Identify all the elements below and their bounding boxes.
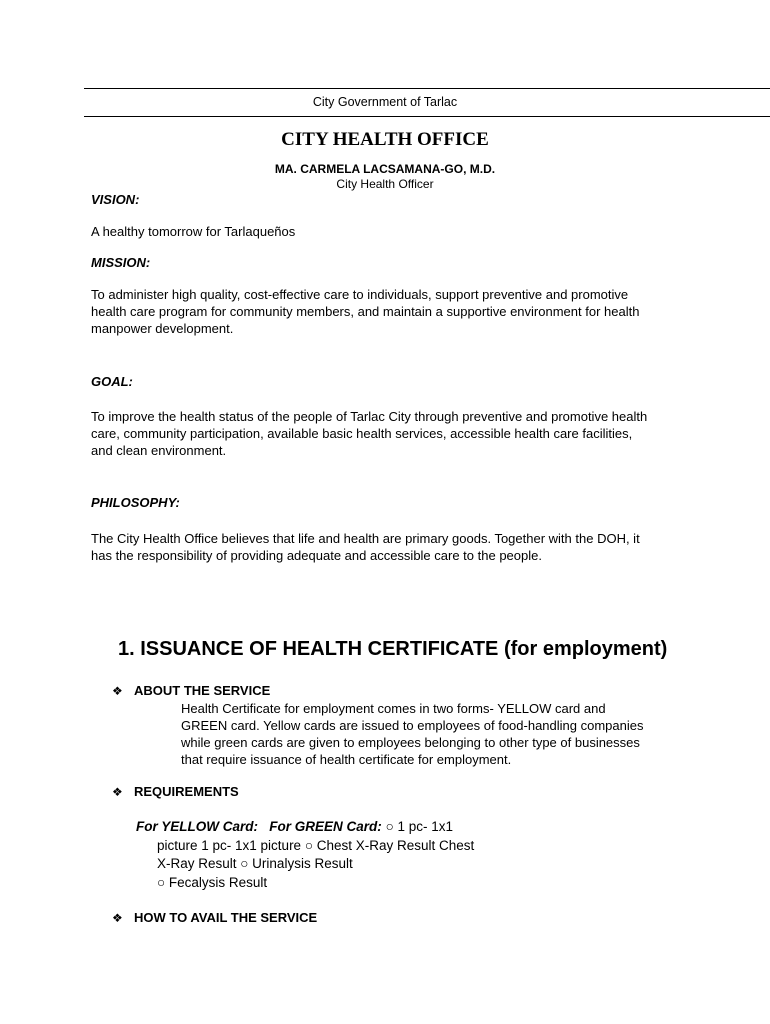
about-text	[181, 700, 701, 768]
mission-label: MISSION:	[91, 255, 151, 270]
philosophy-label: PHILOSOPHY:	[91, 495, 180, 510]
philosophy-text	[91, 530, 691, 564]
requirements-label: REQUIREMENTS	[134, 784, 239, 799]
diamond-bullet-icon: ❖	[112, 911, 123, 925]
requirements-heading	[112, 784, 239, 799]
about-line: GREEN card. Yellow cards are issued to employees of food-handling companies	[181, 718, 644, 733]
goal-line: To improve the health status of the people of Tarlac City through preventive and promotive health	[91, 409, 648, 424]
philosophy-line: has the responsibility of providing adequate and accessible care to the people.	[91, 548, 542, 563]
green-card-label: For GREEN Card:	[269, 819, 382, 834]
requirements-line-1-rest: ○ 1 pc- 1x1	[385, 819, 453, 834]
goal-line: care, community participation, available basic health services, accessible health care facilities,	[91, 426, 633, 441]
about-line: that require issuance of health certificate for employment.	[181, 752, 512, 767]
about-label: ABOUT THE SERVICE	[134, 683, 271, 698]
how-to-label: HOW TO AVAIL THE SERVICE	[134, 910, 318, 925]
office-title: CITY HEALTH OFFICE	[281, 129, 489, 150]
requirements-line-3: X-Ray Result ○ Urinalysis Result	[157, 856, 353, 871]
requirements-line-1	[136, 818, 453, 837]
section-title: 1. ISSUANCE OF HEALTH CERTIFICATE (for employment)	[118, 638, 668, 660]
philosophy-line: The City Health Office believes that life and health are primary goods. Together with the DOH, it	[91, 531, 640, 546]
about-line: while green cards are given to employees belonging to other type of businesses	[181, 735, 640, 750]
goal-text	[91, 408, 691, 459]
vision-label: VISION:	[91, 192, 140, 207]
header-rule-top	[84, 88, 770, 89]
officer-title: City Health Officer	[336, 177, 434, 191]
mission-text	[91, 286, 691, 337]
mission-line: To administer high quality, cost-effective care to individuals, support preventive and promotive	[91, 287, 629, 302]
diamond-bullet-icon: ❖	[112, 684, 123, 698]
about-heading	[112, 683, 270, 698]
how-to-heading	[112, 910, 317, 925]
header-rule-bottom	[84, 116, 770, 117]
goal-label: GOAL:	[91, 374, 133, 389]
yellow-card-label: For YELLOW Card:	[136, 819, 259, 834]
mission-line: manpower development.	[91, 321, 234, 336]
requirements-line-2: picture 1 pc- 1x1 picture ○ Chest X-Ray Result Chest	[157, 838, 475, 853]
requirements-line-4: ○ Fecalysis Result	[157, 875, 268, 890]
goal-line: and clean environment.	[91, 443, 227, 458]
about-line: Health Certificate for employment comes in two forms- YELLOW card and	[181, 701, 606, 716]
vision-text: A healthy tomorrow for Tarlaqueños	[91, 224, 296, 239]
header-org: City Government of Tarlac	[312, 95, 458, 109]
diamond-bullet-icon: ❖	[112, 785, 123, 799]
mission-line: health care program for community members, and maintain a supportive environment for health	[91, 304, 640, 319]
officer-name: MA. CARMELA LACSAMANA-GO, M.D.	[274, 162, 496, 176]
